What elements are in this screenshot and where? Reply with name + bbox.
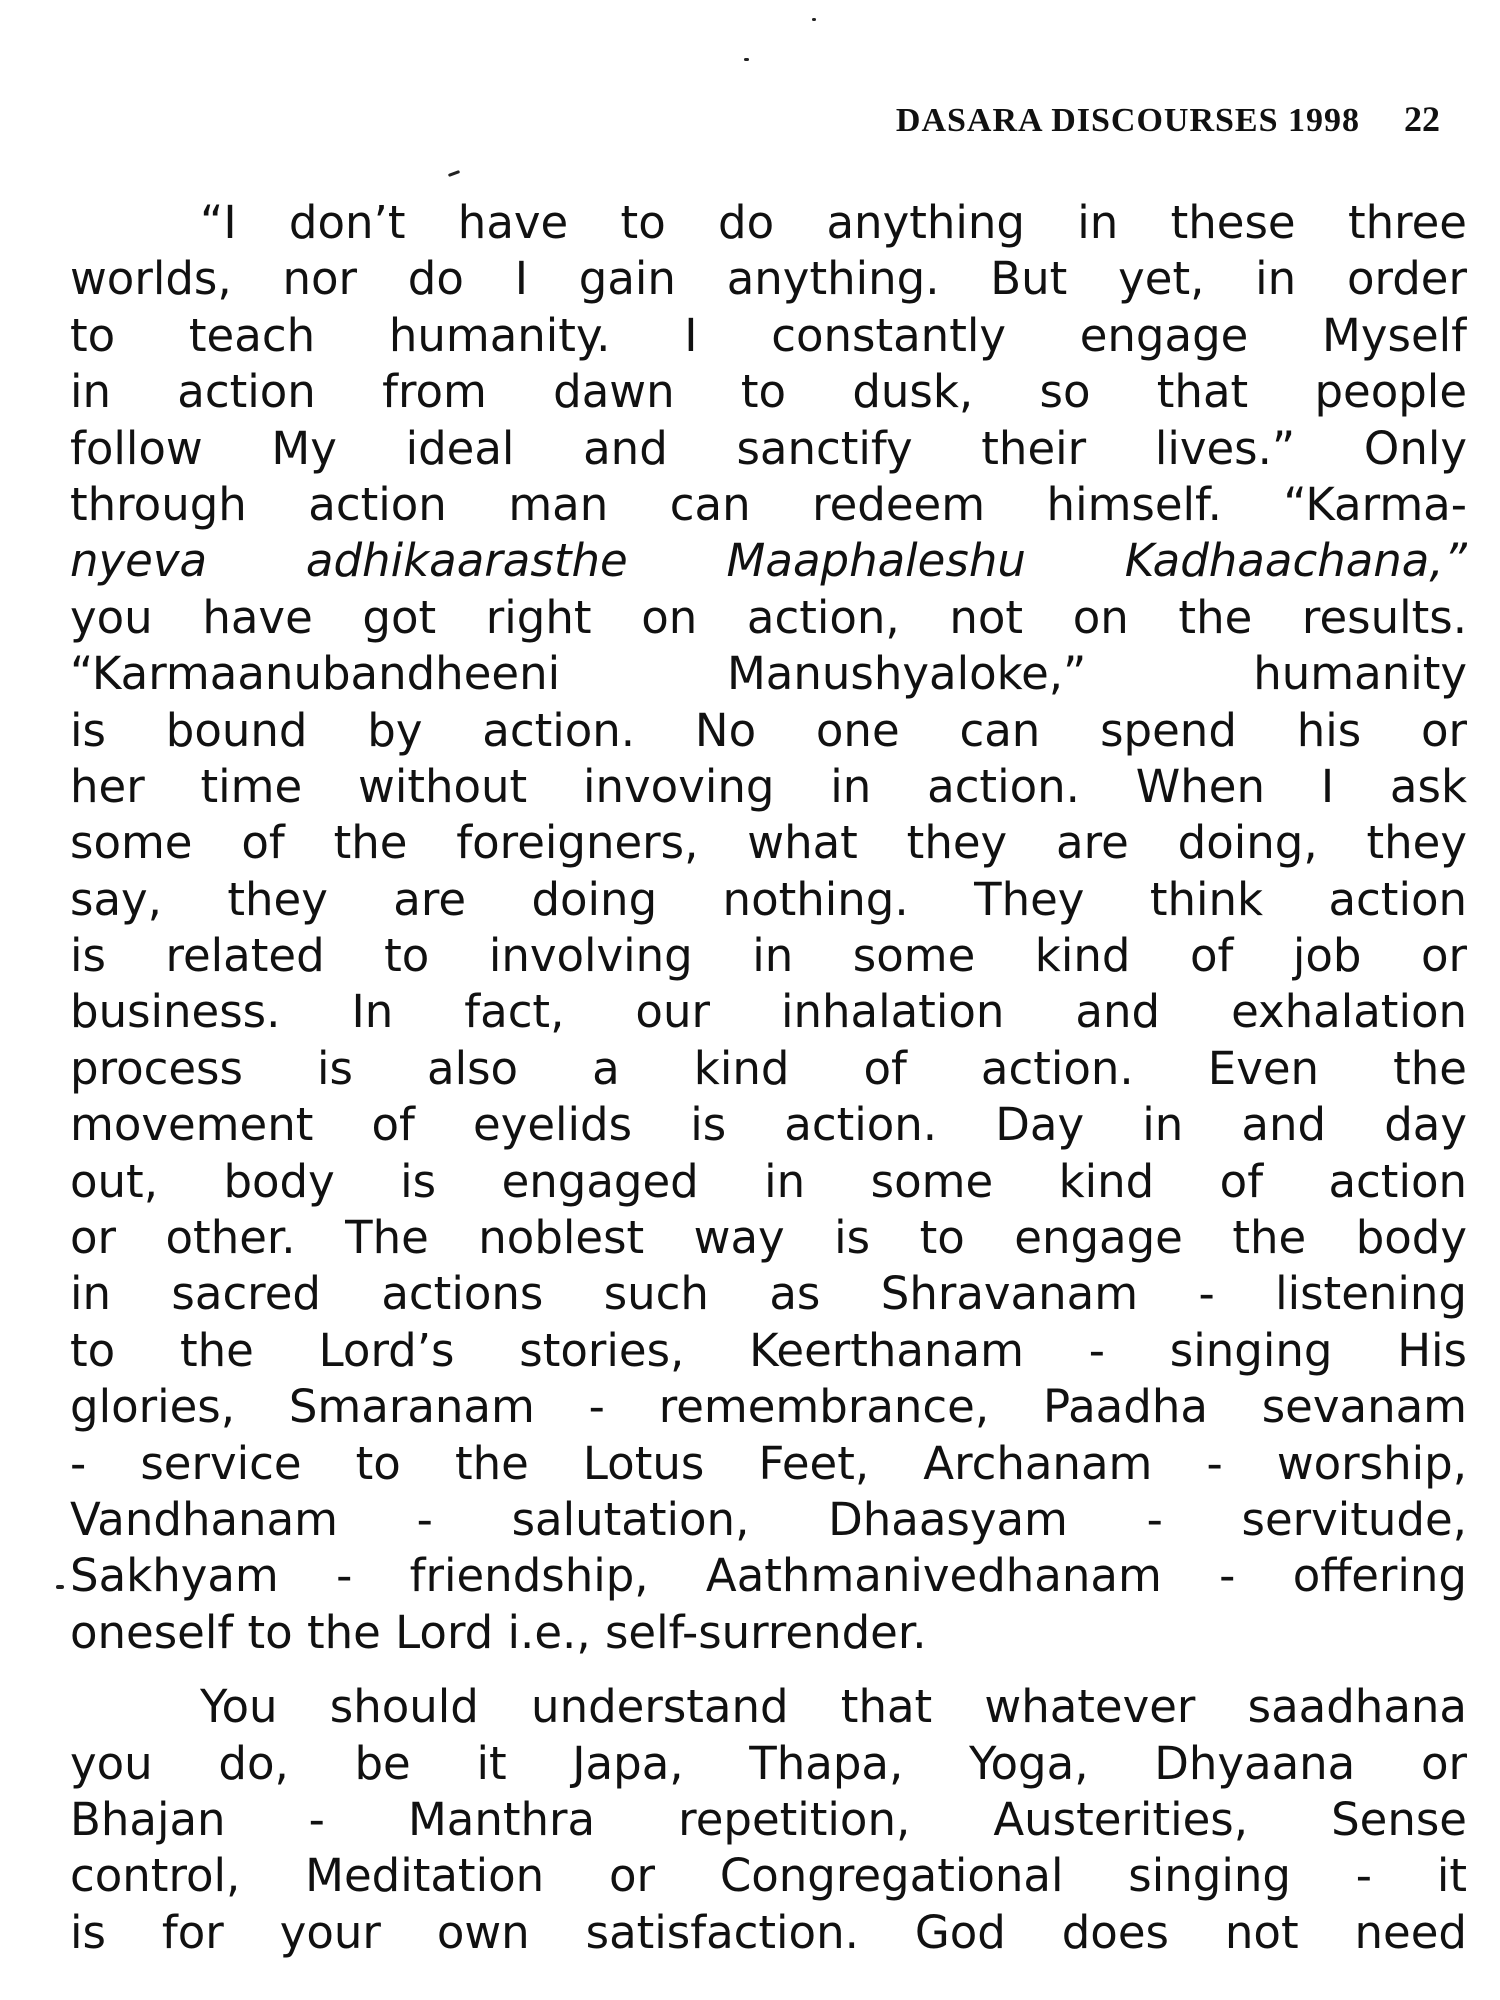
paragraph-1 <box>70 195 1467 1661</box>
text-line: movement of eyelids is action. Day in and day <box>70 1098 1467 1152</box>
text-line: say, they are doing nothing. They think action <box>70 872 1467 926</box>
text-line: “I don’t have to do anything in these three <box>200 196 1467 249</box>
scan-speck <box>448 170 460 177</box>
text-line: some of the foreigners, what they are doing, they <box>70 816 1467 870</box>
text-line: Sakhyam - friendship, Aathmanivedhanam - offering <box>70 1549 1467 1603</box>
text-line: follow My ideal and sanctify their lives.” Only <box>70 421 1467 475</box>
scan-speck <box>744 58 749 61</box>
scan-speck <box>56 1585 64 1589</box>
text-line: “Karmaanubandheeni Manushyaloke,” humanity <box>70 647 1467 701</box>
text-line: you have got right on action, not on the results. <box>70 590 1467 644</box>
text-line: Vandhanam - salutation, Dhaasyam - servitude, <box>70 1492 1467 1546</box>
text-line: control, Meditation or Congregational singing - it <box>70 1849 1467 1903</box>
text-line: you do, be it Japa, Thapa, Yoga, Dhyaana or <box>70 1736 1467 1790</box>
text-line: is bound by action. No one can spend his or <box>70 703 1467 757</box>
text-line: You should understand that whatever saadhana <box>200 1680 1467 1734</box>
text-line: nyeva adhikaarasthe Maaphaleshu Kadhaachana,” <box>70 534 1467 588</box>
text-line: worlds, nor do I gain anything. But yet, in order <box>70 252 1467 306</box>
text-line: is for your own satisfaction. God does not need <box>70 1905 1467 1959</box>
text-line: in action from dawn to dusk, so that people <box>70 365 1467 419</box>
text-line: oneself to the Lord i.e., self-surrender. <box>70 1605 927 1659</box>
text-line: glories, Smaranam - remembrance, Paadha sevanam <box>70 1380 1467 1434</box>
text-line: out, body is engaged in some kind of action <box>70 1154 1467 1208</box>
text-line: - service to the Lotus Feet, Archanam - worship, <box>70 1436 1467 1490</box>
scan-speck <box>812 18 816 21</box>
paragraph-2 <box>70 1679 1467 1961</box>
text-line: her time without invoving in action. When I ask <box>70 759 1467 813</box>
text-line: through action man can redeem himself. “Karma- <box>70 477 1467 531</box>
paragraph-gap <box>70 1661 1467 1679</box>
text-line: is related to involving in some kind of job or <box>70 929 1467 983</box>
text-line: Bhajan - Manthra repetition, Austerities, Sense <box>70 1792 1467 1846</box>
text-line: process is also a kind of action. Even the <box>70 1041 1467 1095</box>
text-line: business. In fact, our inhalation and exhalation <box>70 985 1467 1039</box>
text-line: to teach humanity. I constantly engage Myself <box>70 308 1467 362</box>
text-line: or other. The noblest way is to engage the body <box>70 1211 1467 1265</box>
text-line: to the Lord’s stories, Keerthanam - singing His <box>70 1323 1467 1377</box>
text-line: in sacred actions such as Shravanam - listening <box>70 1267 1467 1321</box>
page-number: 22 <box>1404 99 1440 139</box>
running-title: DASARA DISCOURSES 1998 <box>895 102 1360 139</box>
body-text <box>70 195 1467 1961</box>
running-head <box>896 98 1440 140</box>
